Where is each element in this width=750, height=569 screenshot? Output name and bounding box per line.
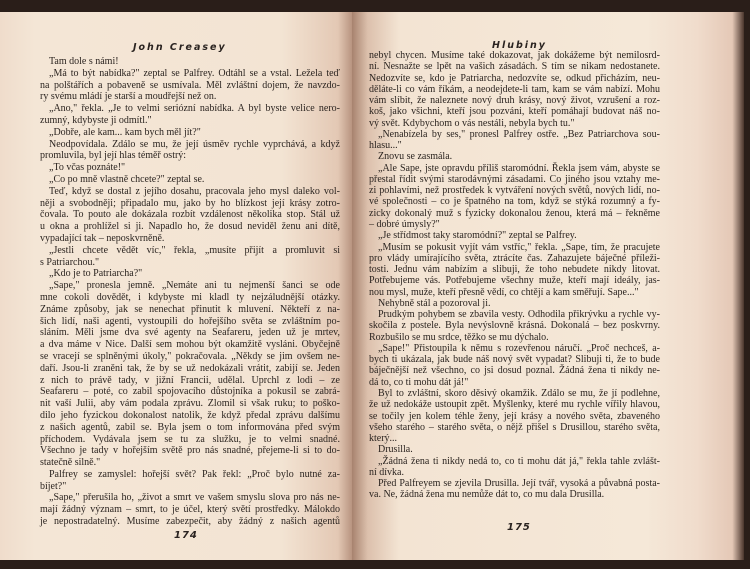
paragraph (40, 139, 340, 163)
text-line: „Nenabízela by ses," pronesl Palfrey ostře. „Bez Patriarchova sou- (378, 128, 660, 140)
text-line: Rozbušilo se mu srdce, těžko se mu dýchalo. (369, 331, 549, 343)
left-page (0, 12, 352, 560)
text-line: „Kdo je to Patriarcha?" (49, 268, 143, 280)
text-line: ry svému mládí je starší a moudřejší než on. (40, 91, 217, 103)
text-line: ní dívka. (369, 466, 404, 478)
text-line: který... (369, 433, 398, 445)
paragraph (369, 388, 660, 444)
text-line: va. Ne, žádná žena mu nemůže dát to, co mu dala Drusilla. (369, 489, 605, 501)
text-line: vám slíbit, že naleznete nový druh krásy, nový život, vzrušení a roz- (369, 95, 660, 107)
paragraph (40, 492, 340, 527)
text-line: děláte-li co vám říkám, a neodejdete-li tam, kam se vám nabízí. Mohu (369, 83, 660, 95)
text-line: na polštářích a pobaveně se usmívala. Měl zvláštní dojem, že navzdo- (40, 79, 340, 91)
paragraph (40, 162, 340, 174)
page-body (369, 50, 660, 501)
text-line: mne cokoli dovědět, i kdybyste mi kladl ty nejzáludnější otázky. (40, 291, 340, 303)
text-line: „To včas poznáte!" (49, 162, 126, 174)
text-line: Teď, když se dostal z jejího dosahu, pracovala jeho mysl daleko vol- (49, 185, 340, 197)
paragraph (369, 343, 660, 388)
text-line: dá to, co ti mohu dát já!" (369, 376, 469, 388)
text-line: statečně silně." (40, 457, 101, 469)
text-line: „Sape," přerušila ho, „život a smrt ve vašem smyslu slova pro nás ne- (49, 492, 340, 504)
text-line: Drusilla. (378, 444, 413, 456)
text-line: něji a svobodněji; připadalo mu, jako by ho blízkost její krásy zotro- (40, 197, 340, 209)
text-line: ní. Nesnažte se lpět na vašich zásadách. S tím se nikam nedostanete. (369, 61, 660, 73)
right-page (352, 12, 744, 560)
text-line: tosti. Jednu vám nabízím a slibuji, že toho nebudete nikdy litovat. (369, 264, 660, 276)
text-line: bych ti ukázala, jak bude náš nový svět vypadat? Slibuji ti, že to bude (369, 354, 660, 366)
paragraph (369, 242, 660, 298)
text-line: „Má to být nabídka?" zeptal se Palfrey. Odtáhl se a vstal. Ležela teď (49, 67, 340, 79)
page-body (40, 56, 340, 528)
text-line: „Musím se pokusit vyjít vám vstříc," řekla. „Sape, tím, že pracujete (378, 241, 660, 253)
text-line: nebyl chycen. Musíme také dokazovat, jak dokážeme být nemilosrd- (369, 50, 660, 61)
text-line: Nehybně stál a pozoroval ji. (378, 297, 491, 309)
text-line: přestal řídit svými starodávnými zásadami. Co jiného jsou vztahy me- (369, 173, 660, 185)
paragraph (40, 268, 340, 280)
text-line: u okna a prohlížel si ji. Napadlo ho, že dosud neviděl ženu ani dítě, (40, 221, 340, 233)
text-line: bíjet?" (40, 480, 67, 492)
text-line: báječnější než všechno, co jsi dosud poznal. Žádná žena ti nikdy ne- (369, 365, 660, 377)
text-line: je nepostradatelný. Musíme zabezpečit, aby žádný z našich agentů (40, 516, 340, 528)
text-line: „Ano," řekla. „Je to velmi seriózní nabídka. A byl byste velice nero- (49, 103, 340, 115)
text-line: sláním. Měli jsme dva své agenty na Seafareru, jeden už je mrtev, (40, 327, 340, 339)
paragraph (369, 444, 660, 455)
text-line: „Ale Sape, jste opravdu příliš staromódní. Řekla jsem vám, abyste se (378, 162, 660, 174)
paragraph (40, 103, 340, 127)
text-line: „Žádná žena ti nikdy nedá to, co ti mohu dát já," řekla tahle zvlášt- (378, 455, 660, 467)
page-number: 174 (174, 530, 198, 541)
text-line: zumný, kdybyste ji odmítl." (40, 114, 152, 126)
running-header-title: Hlubiny (492, 40, 547, 51)
text-line: „Je střídmost taky staromódní?" zeptal se Palfrey. (378, 230, 577, 242)
text-line: Seafareru – poté, co zabil spojovacího důstojníka a pokusil se zabrá- (40, 386, 340, 398)
paragraph (369, 151, 660, 162)
paragraph (40, 469, 340, 493)
paragraph (369, 163, 660, 231)
text-line: promluvila, byl její hlas téměř ostrý: (40, 150, 187, 162)
page-number: 175 (507, 522, 531, 533)
text-line: že už nedokáže ustoupit zpět. Myšlenky, které mu rychle vířily hlavou, (369, 399, 660, 411)
text-line: vé společnosti – co je špatného na tom, když se stýká rozumný a fy- (369, 196, 660, 208)
paragraph (40, 127, 340, 139)
text-line: zicky dokonalý muž s fyzicky dokonalou ženou, která má – řekněme (369, 207, 660, 219)
paragraph (369, 50, 660, 129)
text-line: „Dobře, ale kam... kam bych měl jít?" (49, 126, 201, 138)
text-line: „Sape!" Přistoupila k němu s rozevřenou náručí. „Proč nechceš, a- (378, 342, 660, 354)
text-line: vypadající tak – neposkvrněně. (40, 232, 165, 244)
text-line: Neodpovídala. Zdálo se mu, že její úsměv rychle vyprchává, a když (49, 138, 340, 150)
text-line: zi pohlavími, než prostředek k vytváření nových světů, nových lidí, no- (369, 185, 660, 197)
text-line: se vracejí se splněnými úkoly," pokračovala. „Někdy se jim ovšem ne- (40, 350, 340, 362)
text-line: čovala. To pouto ale dokázala rozbít vzdálenost několika stop. Stál už (40, 209, 340, 221)
text-line: skočila z postele. Byla nevýslovně krásná. Dokonalá – bez poskvrny. (369, 320, 660, 332)
text-line: Znovu se zasmála. (378, 151, 453, 163)
paragraph (40, 68, 340, 103)
text-line: Tam dole s námi! (49, 56, 119, 67)
text-line: všeho starého – starého světa, o nějž přišel s Drusillou, starého světa, (369, 421, 660, 433)
text-line: z nich to právě tady, v jižní Francii, udělal. Uprchl z lodi – ze (40, 374, 340, 386)
paragraph (40, 174, 340, 186)
text-line: koš, jako všichni, kteří jsou pozváni, kteří pomáhají budovat náš no- (369, 106, 660, 118)
text-line: Byl to zvláštní, skoro děsivý okamžik. Zdálo se mu, že jí podlehne, (378, 387, 660, 399)
text-line: „Sape," pronesla jemně. „Nemáte ani tu nejmenší šanci se ode (49, 280, 340, 292)
paragraph (369, 298, 660, 309)
text-line: se točily jen kolem téhle ženy, její krásy a nového světa, zbaveného (369, 410, 660, 422)
text-line: a dva máme v Nice. Další sem mohou být okamžitě vysláni. Obyčejně (40, 339, 340, 351)
running-header-author: John Creasey (133, 42, 227, 53)
text-line: nit vaší Julii, aby vám podala zprávu. Zlomil si však ruku; to poško- (40, 398, 340, 410)
paragraph (369, 230, 660, 241)
text-line: z našich agentů, zabil se. Byla jsem o tom informována před svým (40, 421, 340, 433)
paragraph (369, 129, 660, 152)
text-line: s Patriarchou." (40, 256, 100, 268)
text-line: příchodem. Vydávala jsem se tu za služku, je to velmi snadné. (40, 433, 340, 445)
paragraph (369, 478, 660, 501)
paragraph (40, 245, 340, 269)
text-line: Prudkým pohybem se zbavila vesty. Odhodila přikrývku a rychle vy- (378, 309, 660, 321)
text-line: vý svět. Kdybychom o vás nestáli, nebyla bych tu." (369, 117, 575, 129)
text-line: Palfrey se zamyslel: hořejší svět? Pak řekl: „Proč bylo nutné za- (49, 468, 340, 480)
text-line: – dobré úmysly?" (369, 218, 440, 230)
text-line: daří. Jsou-li zraněni tak, že by se už nedokázali vrátit, zabijí se. Jeden (40, 362, 340, 374)
text-line: Všechno je tady v hořejším světě pro nás snadné, přejeme-li si to do- (40, 445, 340, 457)
text-line: šich lidí, naši agenti, vystoupili do hořejšího světa se zvláštním po- (40, 315, 340, 327)
text-line: mají žádný význam – smrt, to je účel, který světí prostředky. Málokdo (40, 504, 340, 516)
text-line: „Co po mně vlastně chcete?" zeptal se. (49, 173, 205, 185)
text-line: Nedozvíte se, kdo je Patriarcha, nedozvíte se, odkud přicházím, neu- (369, 72, 660, 84)
text-line: Potřebujeme vás. Potřebujeme všechny muže, kteří mají ideály, jas- (369, 275, 660, 287)
text-line: nou mysl, muže, kteří přesně vědí, co chtějí a kam směřují. Sape..." (369, 286, 639, 298)
text-line: pro vlády umírajícího světa, ztrácíte čas. Zahazujete báječné příleži- (369, 252, 660, 264)
text-line: Před Palfreyem se zjevila Drusilla. Její tvář, vysoká a půvabná posta- (378, 478, 660, 490)
text-line: hlasu..." (369, 140, 402, 152)
paragraph (40, 186, 340, 245)
text-line: Známe způsoby, jak se nenechat přinutit k mluvení. Někteří z na- (40, 303, 340, 315)
text-line: „Jestli chcete vědět víc," řekla, „musíte přijít a promluvit si (49, 244, 340, 256)
paragraph (369, 309, 660, 343)
text-line: dilo jeho fyzickou dokonalost natolik, že když předal zprávu dalšímu (40, 409, 340, 421)
paragraph (369, 456, 660, 479)
paragraph (40, 56, 340, 68)
paragraph (40, 280, 340, 469)
